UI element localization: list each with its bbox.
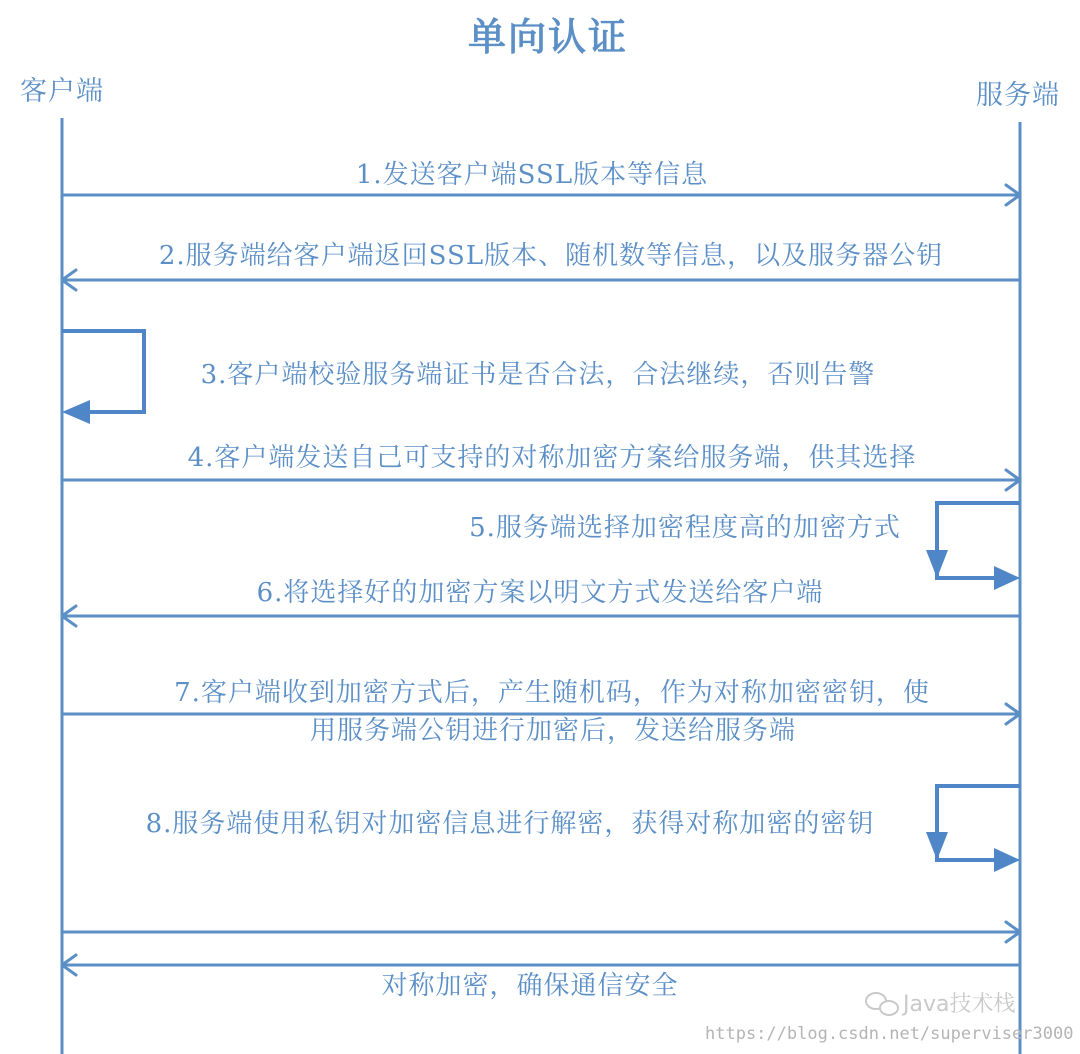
watermark-account: Java技术栈 — [903, 992, 1016, 1017]
message-6-label: 6.将选择好的加密方案以明文方式发送给客户端 — [256, 578, 824, 608]
message-5-arrowhead-down — [926, 550, 948, 578]
message-4 — [62, 443, 1020, 490]
message-3-loop-line — [62, 331, 144, 412]
message-9-label: 对称加密，确保通信安全 — [381, 971, 679, 1001]
message-5-arrowhead-right — [994, 566, 1020, 590]
message-3 — [62, 331, 875, 424]
message-1-label: 1.发送客户端SSL版本等信息 — [355, 160, 709, 190]
message-2 — [62, 241, 1020, 290]
message-5-label: 5.服务端选择加密程度高的加密方式 — [469, 513, 901, 543]
message-6 — [62, 578, 1020, 626]
message-9 — [62, 922, 1020, 1001]
message-2-label: 2.服务端给客户端返回SSL版本、随机数等信息，以及服务器公钥 — [158, 241, 944, 271]
message-8-label: 8.服务端使用私钥对加密信息进行解密，获得对称加密的密钥 — [145, 809, 875, 839]
watermark — [705, 992, 1073, 1044]
message-7 — [62, 678, 1020, 746]
message-3-arrowhead — [62, 400, 90, 424]
message-7-label-line2: 用服务端公钥进行加密后，发送给服务端 — [309, 716, 797, 746]
wechat-icon — [866, 993, 898, 1015]
actor-server-label: 服务端 — [976, 80, 1060, 111]
diagram-title: 单向认证 — [467, 15, 629, 59]
message-8-loop-line — [937, 786, 1020, 860]
message-7-label-line1: 7.客户端收到加密方式后，产生随机码，作为对称加密密钥，使 — [174, 678, 930, 708]
message-5 — [469, 503, 1020, 590]
message-8-arrowhead-right — [994, 848, 1020, 872]
message-5-loop-line — [937, 503, 1020, 578]
message-8 — [146, 786, 1020, 872]
message-1 — [62, 160, 1020, 205]
message-3-label: 3.客户端校验服务端证书是否合法，合法继续，否则告警 — [200, 360, 876, 390]
message-4-label: 4.客户端发送自己可支持的对称加密方案给服务端，供其选择 — [187, 443, 917, 473]
message-8-arrowhead-down — [926, 832, 948, 860]
actor-client-label: 客户端 — [20, 76, 104, 107]
watermark-url: https://blog.csdn.net/superviser3000 — [705, 1024, 1074, 1044]
